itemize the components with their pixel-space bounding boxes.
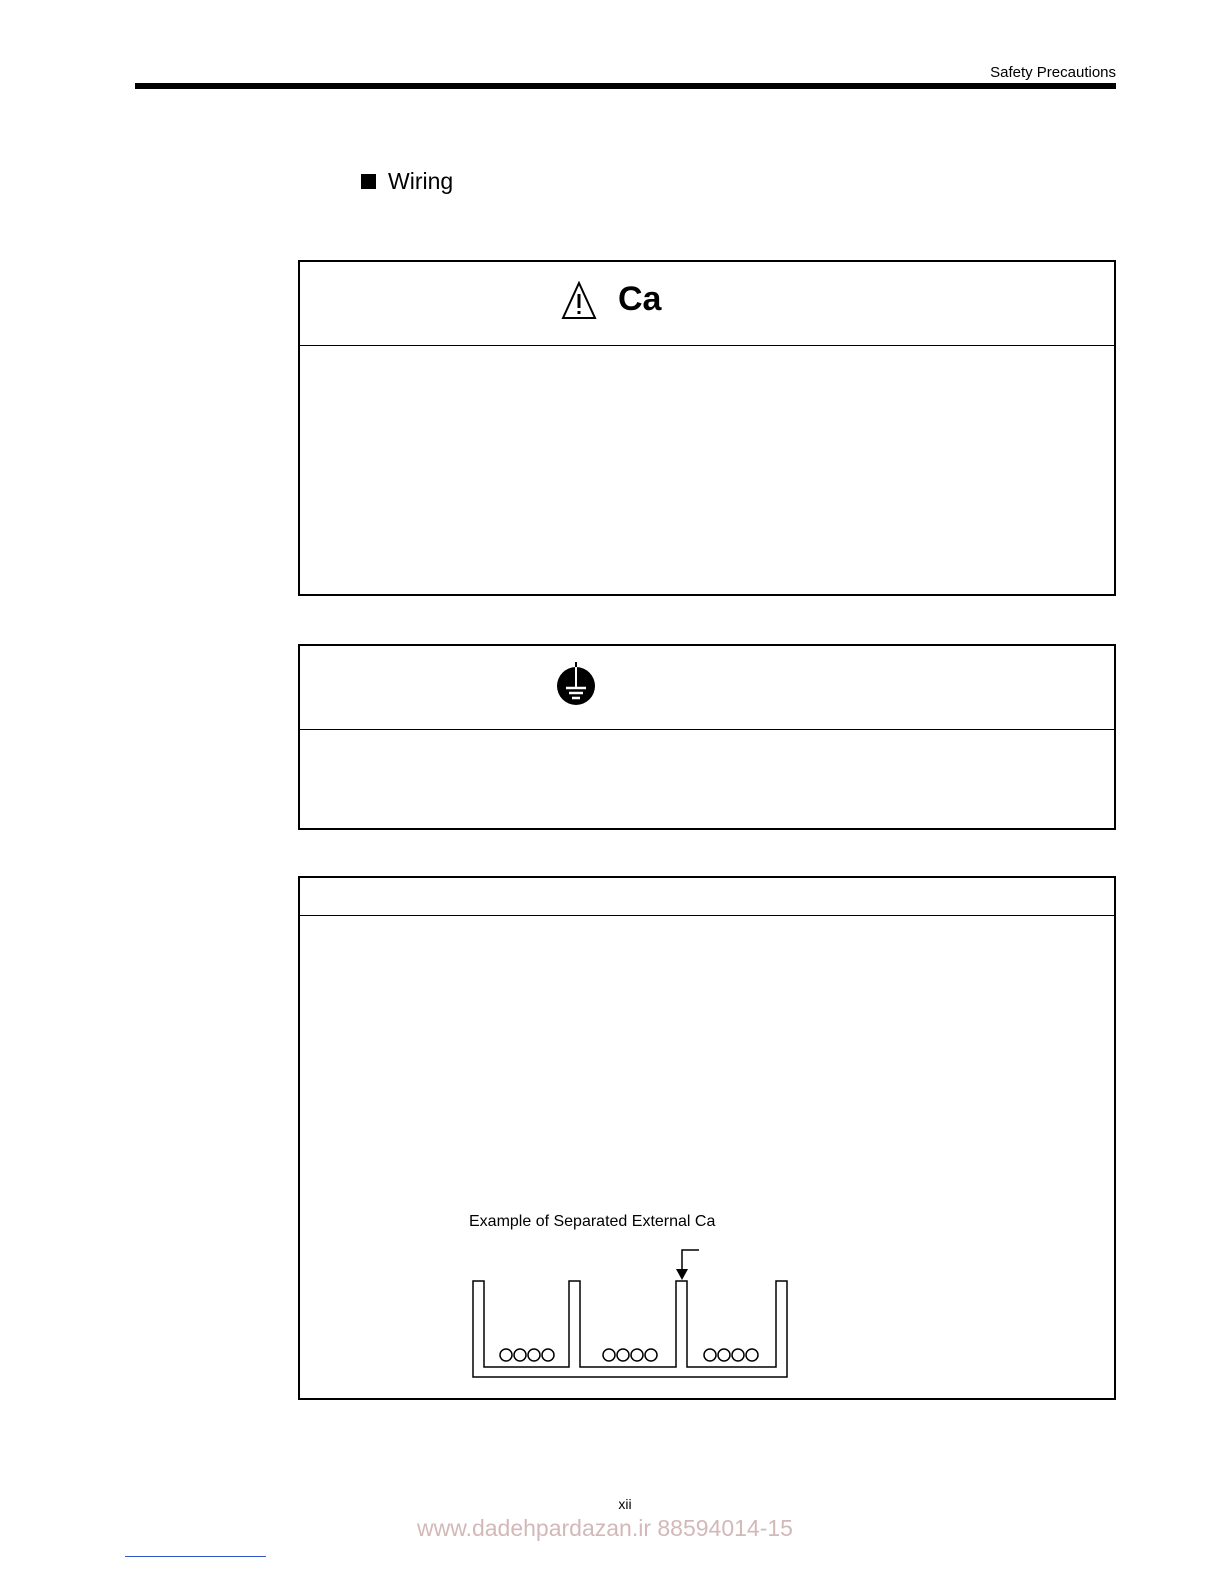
diagram-caption: Example of Separated External Ca <box>469 1213 716 1230</box>
caution-title: Ca <box>618 280 662 318</box>
ground-box <box>298 644 1116 830</box>
ground-symbol-icon <box>555 662 597 706</box>
warning-triangle-icon <box>561 281 597 321</box>
wiring-note-box-header <box>300 878 1114 916</box>
square-bullet-icon <box>361 174 376 189</box>
caution-box-header <box>300 262 1114 346</box>
watermark: www.dadehpardazan.ir 88594014-15 <box>417 1515 793 1541</box>
caution-box <box>298 260 1116 596</box>
section-title: Wiring <box>388 168 454 194</box>
ground-box-header <box>300 646 1114 730</box>
cable-duct-diagram <box>468 1245 798 1385</box>
section-heading <box>361 168 453 195</box>
page-number: xii <box>618 1496 632 1512</box>
footer-link-underline <box>125 1556 266 1557</box>
header-rule <box>135 83 1116 89</box>
running-header: Safety Precautions <box>990 64 1116 81</box>
